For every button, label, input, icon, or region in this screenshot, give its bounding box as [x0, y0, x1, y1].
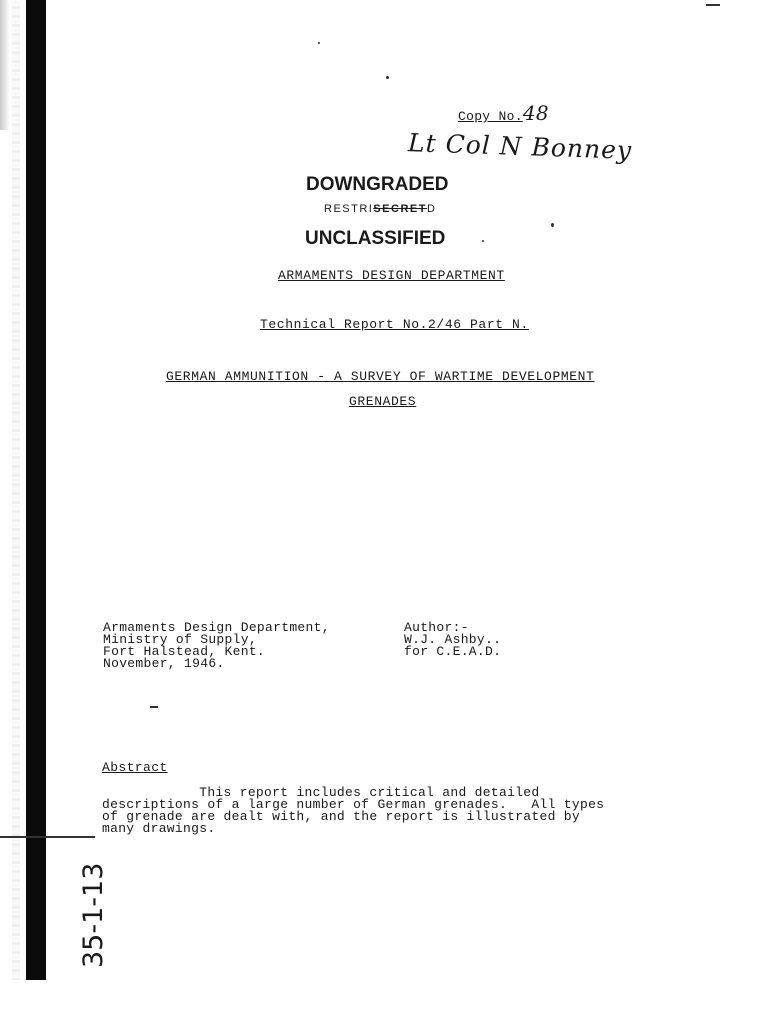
report-title: GERMAN AMMUNITION - A SURVEY OF WARTIME DEVELOPMENT [166, 369, 595, 384]
scan-edge [12, 0, 20, 980]
stamp-restricted [324, 203, 436, 215]
address-line: Fort Halstead, Kent. [103, 644, 266, 659]
stamp-unclassified: UNCLASSIFIED [305, 228, 446, 249]
stamp-restricted-suffix: D [426, 203, 437, 215]
scan-speck [318, 42, 320, 44]
scan-speck [150, 706, 158, 708]
address-line: Armaments Design Department, [103, 620, 330, 635]
stamp-struck-secret: SECRET [373, 203, 427, 215]
report-number [260, 317, 529, 332]
address-block [103, 622, 330, 670]
margin-note-text: 35-1-13 [78, 862, 109, 968]
binding-notch [0, 836, 95, 838]
scan-speck [482, 240, 484, 242]
copy-number [458, 101, 549, 125]
author-label: Author:- [404, 620, 469, 635]
stamp-downgraded: DOWNGRADED [306, 174, 449, 195]
scan-speck [551, 223, 554, 227]
scan-shadow [0, 0, 10, 130]
department-heading: ARMAMENTS DESIGN DEPARTMENT [278, 268, 505, 283]
copy-label: Copy No. [458, 109, 523, 124]
binding-edge [26, 0, 46, 980]
author-name: W.J. Ashby.. [404, 632, 502, 647]
address-line: Ministry of Supply, [103, 632, 257, 647]
abstract-body [102, 787, 604, 835]
abstract-line: many drawings. [102, 821, 216, 836]
abstract-line: of grenade are dealt with, and the report is illustrated by [102, 809, 580, 824]
author-for: for C.E.A.D. [404, 644, 502, 659]
abstract-heading: Abstract [102, 760, 168, 775]
report-subtitle: GRENADES [349, 394, 417, 409]
recipient-handwriting: Lt Col N Bonney [407, 128, 633, 165]
scan-speck [386, 76, 389, 79]
abstract-line: descriptions of a large number of German grenades. All types [102, 797, 605, 812]
author-block [404, 622, 501, 658]
report-number-text: Technical Report No.2/46 Part N. [260, 317, 529, 332]
margin-note [62, 862, 142, 978]
copy-number-value: 48 [522, 101, 549, 125]
stamp-restricted-prefix: RESTRI [324, 203, 374, 215]
address-line: November, 1946. [103, 656, 225, 671]
abstract-line: This report includes critical and detailed [102, 785, 540, 800]
scan-speck [706, 4, 720, 6]
